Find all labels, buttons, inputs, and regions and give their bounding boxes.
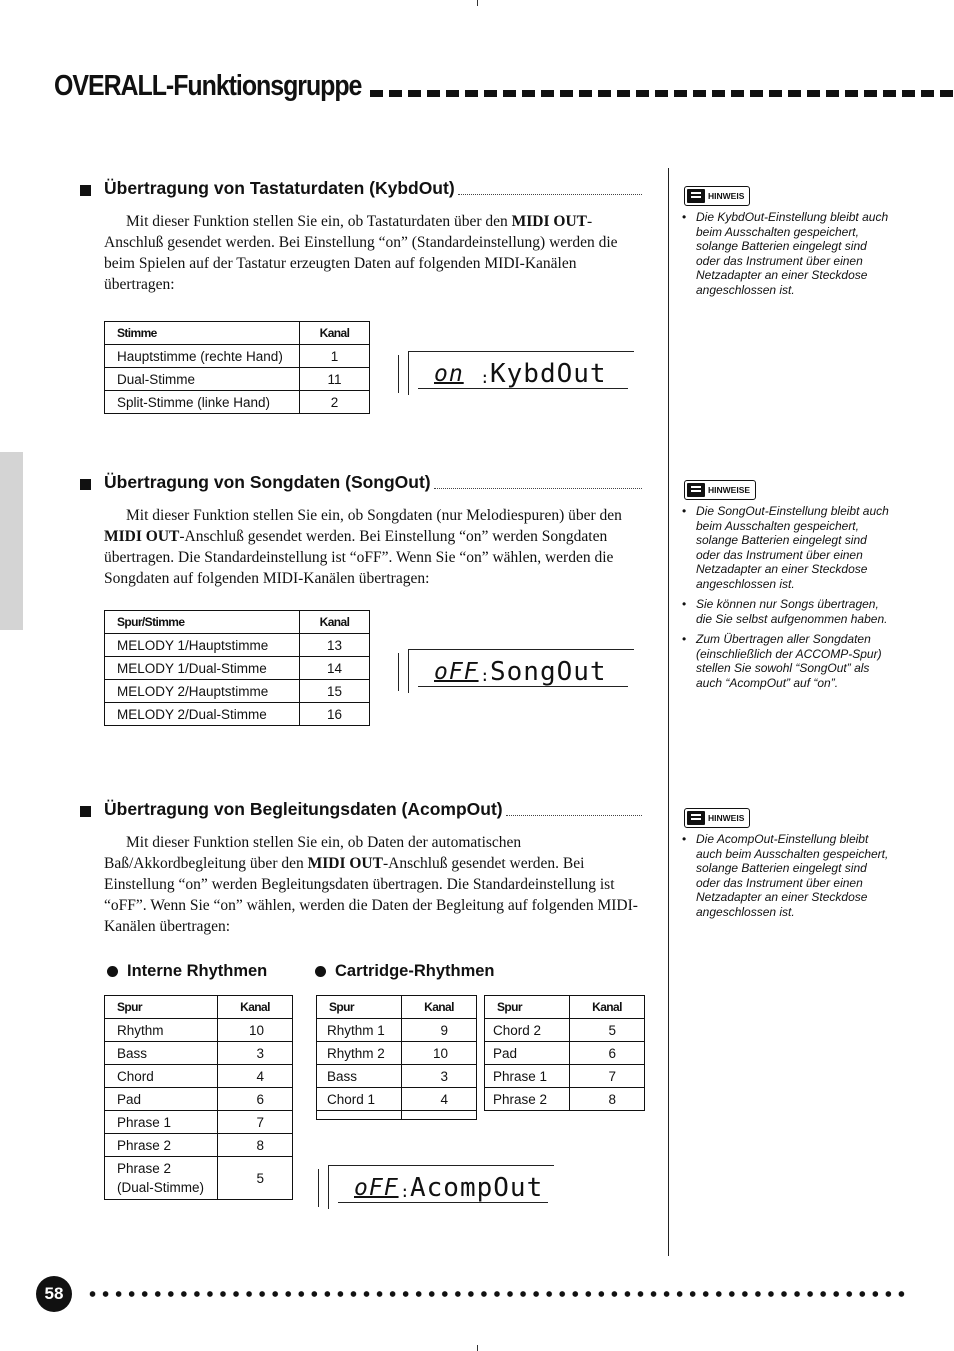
table-cell: MELODY 1/Hauptstimme bbox=[105, 634, 300, 657]
table-cell: 9 bbox=[402, 1019, 477, 1042]
table-cell: Rhythm bbox=[105, 1019, 218, 1042]
table-row bbox=[105, 680, 370, 703]
cartridge-rhythm-table-2 bbox=[484, 995, 645, 1111]
table-row bbox=[105, 1157, 293, 1200]
body-text: -Anschluß gesendet werden. Bei Einstellung “on” werden Songdaten übertragen. Die Standardeinstellung ist “oFF”. Wenn Sie “on” wählen, werden die Songdaten auf folgenden MIDI-Kanälen übertragen: bbox=[104, 528, 614, 587]
body-text: Mit dieser Funktion stellen Sie ein, ob Tastaturdaten über den bbox=[126, 213, 512, 230]
square-bullet-icon bbox=[80, 806, 91, 817]
table-cell: 6 bbox=[570, 1042, 645, 1065]
hinweis-badge bbox=[684, 808, 750, 828]
leader-dots bbox=[434, 487, 642, 489]
table-cell: Phrase 2 (Dual-Stimme) bbox=[105, 1157, 218, 1200]
lcd-function-name: KybdOut bbox=[490, 359, 607, 389]
lcd-value: oFF bbox=[354, 1175, 399, 1201]
lcd-display-acompout bbox=[318, 1165, 554, 1209]
table-row bbox=[105, 1065, 293, 1088]
section-heading-kybdout bbox=[80, 178, 642, 199]
table-cell: Bass bbox=[105, 1042, 218, 1065]
table-row bbox=[105, 1088, 293, 1111]
table-cell: Rhythm 2 bbox=[317, 1042, 402, 1065]
table-cell: MELODY 2/Hauptstimme bbox=[105, 680, 300, 703]
table-cell: 10 bbox=[402, 1042, 477, 1065]
round-bullet-icon bbox=[107, 966, 118, 977]
leader-dots bbox=[506, 814, 642, 816]
table-row bbox=[317, 1019, 477, 1042]
lcd-display-songout bbox=[398, 649, 634, 693]
table-cell: 13 bbox=[300, 634, 370, 657]
table-cell: Bass bbox=[317, 1065, 402, 1088]
hinweis-badge bbox=[684, 186, 750, 206]
section-heading-songout bbox=[80, 472, 642, 493]
table-cell: Chord bbox=[105, 1065, 218, 1088]
internal-rhythm-table bbox=[104, 995, 293, 1200]
table-cell: 3 bbox=[402, 1065, 477, 1088]
page-title: OVERALL-Funktionsgruppe bbox=[54, 70, 362, 102]
lcd-value: oFF bbox=[434, 659, 479, 685]
table-header: Spur bbox=[317, 996, 402, 1019]
table-cell: MELODY 1/Dual-Stimme bbox=[105, 657, 300, 680]
table-cell: 2 bbox=[300, 391, 370, 414]
table-cell: Split-Stimme (linke Hand) bbox=[105, 391, 300, 414]
table-row bbox=[485, 1042, 645, 1065]
section-heading-text: Übertragung von Tastaturdaten (KybdOut) bbox=[104, 178, 455, 198]
note-icon bbox=[687, 483, 705, 497]
kybd-channel-table bbox=[104, 321, 370, 414]
table-cell: 11 bbox=[300, 368, 370, 391]
body-text: -Anschluß gesendet werden. Bei Einstellung “on” (Standardeinstellung) werden die beim Spielen auf der Tastatur erzeugten Daten auf folgenden MIDI-Kanälen übertragen: bbox=[104, 213, 618, 293]
subheading-cartridge-rhythms bbox=[315, 962, 495, 981]
table-cell: Phrase 2 bbox=[105, 1134, 218, 1157]
table-cell: Chord 1 bbox=[317, 1088, 402, 1111]
table-row bbox=[485, 1019, 645, 1042]
note-icon bbox=[687, 189, 705, 203]
table-row bbox=[317, 1042, 477, 1065]
note-text: Zum Übertragen aller Songdaten (einschließlich der ACCOMP-Spur) stellen Sie sowohl “SongOut” als auch “AcompOut” auf “on”. bbox=[696, 632, 882, 690]
table-cell: 7 bbox=[218, 1111, 293, 1134]
badge-label: HINWEIS bbox=[708, 813, 745, 823]
table-cell: 5 bbox=[570, 1019, 645, 1042]
crop-mark-top bbox=[477, 0, 478, 6]
hinweise-badge bbox=[684, 480, 756, 500]
table-row bbox=[105, 391, 370, 414]
lcd-separator: : bbox=[480, 368, 490, 387]
table-cell: Hauptstimme (rechte Hand) bbox=[105, 345, 300, 368]
lcd-value: on bbox=[434, 361, 464, 387]
table-cell: 3 bbox=[218, 1042, 293, 1065]
body-text: Mit dieser Funktion stellen Sie ein, ob Daten der automatischen Baß/Akkordbegleitung über den bbox=[104, 834, 522, 872]
note-text: Sie können nur Songs übertragen, die Sie selbst aufgenommen haben. bbox=[696, 597, 888, 626]
section-body-acompout bbox=[104, 832, 644, 937]
table-cell: Phrase 2 bbox=[485, 1088, 570, 1111]
table-header: Kanal bbox=[570, 996, 645, 1019]
table-row bbox=[105, 1019, 293, 1042]
note-icon bbox=[687, 811, 705, 825]
table-cell: Chord 2 bbox=[485, 1019, 570, 1042]
sidebar-tab bbox=[0, 452, 23, 630]
table-header: Spur bbox=[105, 996, 218, 1019]
table-header: Kanal bbox=[300, 611, 370, 634]
table-header: Kanal bbox=[402, 996, 477, 1019]
table-cell: 16 bbox=[300, 703, 370, 726]
section-heading-text: Übertragung von Songdaten (SongOut) bbox=[104, 472, 431, 492]
lcd-display-kybdout bbox=[398, 351, 634, 395]
column-divider bbox=[668, 168, 669, 1256]
square-bullet-icon bbox=[80, 185, 91, 196]
note-text: Die AcompOut-Einstellung bleibt auch beim Ausschalten gespeichert, solange Batterien eingelegt sind oder das Instrument über einen Netzadapter an einer Steckdose angeschlossen ist. bbox=[696, 832, 889, 919]
section-heading-acompout bbox=[80, 799, 642, 820]
table-row bbox=[105, 345, 370, 368]
table-cell: Phrase 1 bbox=[485, 1065, 570, 1088]
table-cell: 15 bbox=[300, 680, 370, 703]
table-cell: 8 bbox=[218, 1134, 293, 1157]
table-cell: Phrase 1 bbox=[105, 1111, 218, 1134]
table-cell: MELODY 2/Dual-Stimme bbox=[105, 703, 300, 726]
table-header: Stimme bbox=[105, 322, 300, 345]
page-number: 58 bbox=[36, 1276, 72, 1312]
lcd-function-name: AcompOut bbox=[410, 1173, 544, 1203]
table-cell: 1 bbox=[300, 345, 370, 368]
lcd-separator: : bbox=[480, 666, 490, 685]
table-cell: Rhythm 1 bbox=[317, 1019, 402, 1042]
table-row bbox=[105, 368, 370, 391]
body-text-bold: MIDI OUT bbox=[104, 528, 180, 545]
table-header: Kanal bbox=[300, 322, 370, 345]
table-cell: 4 bbox=[402, 1088, 477, 1111]
table-header: Kanal bbox=[218, 996, 293, 1019]
cartridge-rhythm-table-1 bbox=[316, 995, 477, 1120]
leader-dots bbox=[458, 193, 642, 195]
lcd-separator: : bbox=[400, 1182, 410, 1201]
subheading-internal-rhythms bbox=[107, 962, 267, 981]
section-body-kybdout bbox=[104, 211, 644, 295]
badge-label: HINWEISE bbox=[708, 485, 751, 495]
table-cell: 5 bbox=[218, 1157, 293, 1200]
table-cell: Dual-Stimme bbox=[105, 368, 300, 391]
body-text: Mit dieser Funktion stellen Sie ein, ob Songdaten (nur Melodiespuren) über den bbox=[126, 507, 622, 524]
subheading-text: Interne Rhythmen bbox=[127, 962, 268, 980]
table-cell: 14 bbox=[300, 657, 370, 680]
table-cell: 7 bbox=[570, 1065, 645, 1088]
table-row bbox=[105, 1134, 293, 1157]
body-text-bold: MIDI OUT bbox=[307, 855, 383, 872]
note-text: Die KybdOut-Einstellung bleibt auch beim Ausschalten gespeichert, solange Batterien eingelegt sind oder das Instrument über einen Netzadapter an einer Steckdose angeschlossen ist. bbox=[696, 210, 889, 297]
title-dash-rule bbox=[370, 90, 954, 97]
table-cell: 6 bbox=[218, 1088, 293, 1111]
side-note-acompout: • Die AcompOut-Einstellung bleibt auch beim Ausschalten gespeichert, solange Batterien eingelegt sind oder das Instrument über einen Netzadapter an einer Steckdose angeschlossen ist. bbox=[682, 832, 889, 919]
square-bullet-icon bbox=[80, 479, 91, 490]
table-row bbox=[105, 657, 370, 680]
table-row bbox=[105, 1042, 293, 1065]
table-cell: 8 bbox=[570, 1088, 645, 1111]
body-text: -Anschluß gesendet werden. Bei Einstellung “on” werden Begleitungsdaten übertragen. Die Standardeinstellung ist “oFF”. Wenn Sie “on” wählen, werden die Daten der Begleitung auf folgenden MIDI-Kanälen übertragen: bbox=[104, 855, 638, 935]
badge-label: HINWEIS bbox=[708, 191, 745, 201]
table-cell: 4 bbox=[218, 1065, 293, 1088]
table-row bbox=[105, 1111, 293, 1134]
lcd-function-name: SongOut bbox=[490, 657, 607, 687]
section-body-songout bbox=[104, 505, 644, 589]
table-header: Spur/Stimme bbox=[105, 611, 300, 634]
body-text-bold: MIDI OUT bbox=[511, 213, 587, 230]
footer-dot-rule bbox=[86, 1290, 910, 1298]
table-row bbox=[317, 1088, 477, 1111]
table-row bbox=[485, 1065, 645, 1088]
table-row bbox=[105, 634, 370, 657]
table-cell: 10 bbox=[218, 1019, 293, 1042]
round-bullet-icon bbox=[315, 966, 326, 977]
side-note-songout: • Die SongOut-Einstellung bleibt auch beim Ausschalten gespeichert, solange Batterien eingelegt sind oder das Instrument über einen Netzadapter an einer Steckdose angeschlossen ist. • Sie können nur Songs übertragen, die Sie selbst aufgenommen haben. • Zum Übertragen aller Songdaten (einschließlich der ACCOMP-Spur) stellen Sie sowohl “SongOut” als auch “AcompOut” auf “on”. bbox=[682, 504, 889, 690]
table-row bbox=[485, 1088, 645, 1111]
table-header: Spur bbox=[485, 996, 570, 1019]
table-row bbox=[105, 703, 370, 726]
song-channel-table bbox=[104, 610, 370, 726]
note-text: Die SongOut-Einstellung bleibt auch beim Ausschalten gespeichert, solange Batterien eingelegt sind oder das Instrument über einen Netzadapter an einer Steckdose angeschlossen ist. bbox=[696, 504, 889, 591]
table-cell: Pad bbox=[105, 1088, 218, 1111]
subheading-text: Cartridge-Rhythmen bbox=[335, 962, 495, 980]
section-heading-text: Übertragung von Begleitungsdaten (AcompOut) bbox=[104, 799, 503, 819]
table-row bbox=[317, 1065, 477, 1088]
table-cell: Pad bbox=[485, 1042, 570, 1065]
side-note-kybdout: • Die KybdOut-Einstellung bleibt auch beim Ausschalten gespeichert, solange Batterien eingelegt sind oder das Instrument über einen Netzadapter an einer Steckdose angeschlossen ist. bbox=[682, 210, 889, 297]
crop-mark-bottom bbox=[477, 1345, 478, 1351]
